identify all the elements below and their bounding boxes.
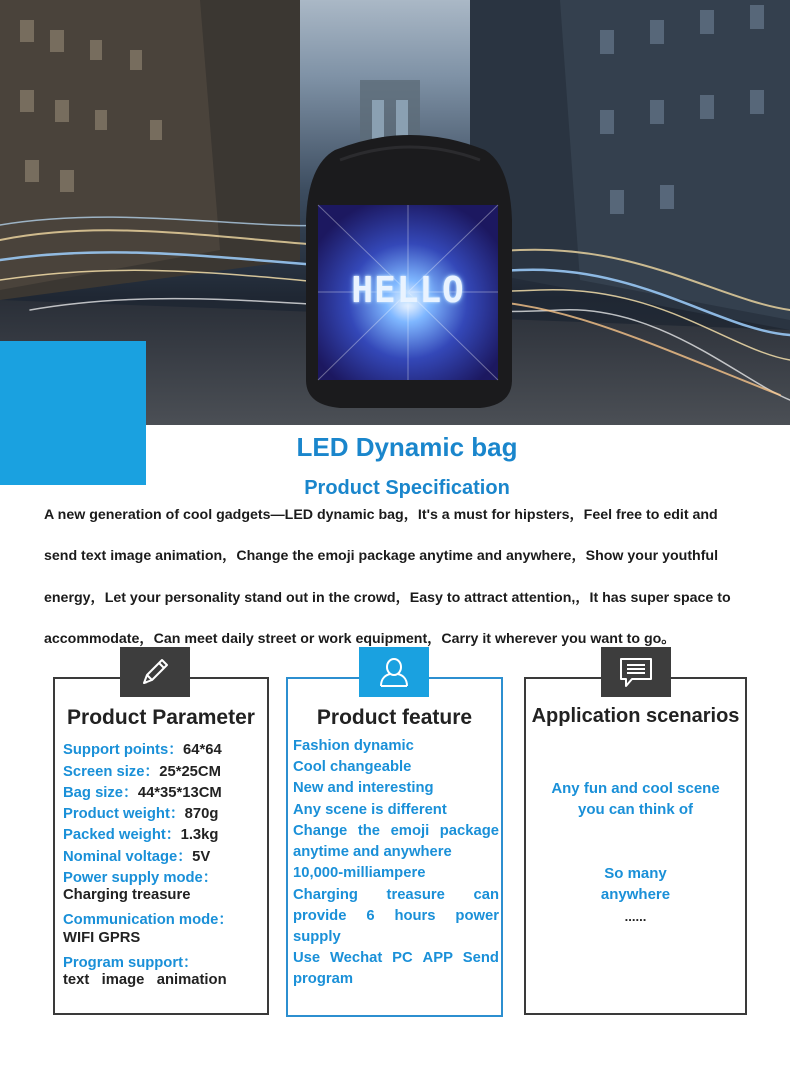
feature-line: 10,000-milliampere xyxy=(293,865,426,881)
page-title: LED Dynamic bag xyxy=(296,432,518,462)
user-icon-tab xyxy=(359,647,429,697)
feature-line: Use Wechat PC APP Send xyxy=(293,950,499,966)
param-row: Communication mode： xyxy=(63,912,234,928)
param-row: Program support： xyxy=(63,955,198,971)
product-feature-card xyxy=(286,677,503,1017)
feature-line: anytime and anywhere xyxy=(293,844,452,860)
description-line: A new generation of cool gadgets—LED dynamic bag，It's a must for hipsters，Feel free to edit and xyxy=(44,507,718,523)
description-line: energy，Let your personality stand out in the crowd，Easy to attract attention,，It has super space to xyxy=(44,590,731,606)
param-row: Product weight：870g xyxy=(63,806,219,822)
param-row: Nominal voltage：5V xyxy=(63,849,211,865)
led-screen-text: HELLO xyxy=(351,270,465,311)
scenario-line: you can think of xyxy=(577,801,693,818)
page-subtitle: Product Specification xyxy=(304,477,510,499)
message-icon xyxy=(618,655,654,689)
scenario-line: Any fun and cool scene xyxy=(551,780,720,797)
param-row: Support points：64*64 xyxy=(63,742,222,758)
param-row: Bag size：44*35*13CM xyxy=(63,785,222,801)
scenario-line: So many xyxy=(604,865,667,882)
scenario-ellipsis: ...... xyxy=(624,909,647,924)
feature-line: provide 6 hours power xyxy=(293,908,499,924)
feature-line: Fashion dynamic xyxy=(293,738,414,754)
param-row: Packed weight：1.3kg xyxy=(63,827,219,843)
description-line: send text image animation，Change the emoji package anytime and anywhere，Show your youthful xyxy=(44,548,719,564)
pencil-icon xyxy=(138,655,172,689)
feature-line: Change the emoji package xyxy=(293,823,499,839)
application-scenarios-card xyxy=(524,677,747,1015)
feature-line: Any scene is different xyxy=(293,802,447,818)
card-title: Application scenarios xyxy=(531,705,740,727)
param-row: Power supply mode： xyxy=(63,870,218,886)
description-line: accommodate，Can meet daily street or work equipment，Carry it wherever you want to go。 xyxy=(44,631,676,647)
message-icon-tab xyxy=(601,647,671,697)
pencil-icon-tab xyxy=(120,647,190,697)
scenario-line: anywhere xyxy=(600,886,671,903)
feature-line: Cool changeable xyxy=(293,759,412,775)
card-title: Product Parameter xyxy=(67,706,255,729)
user-icon xyxy=(376,654,412,690)
param-row: WIFI GPRS xyxy=(63,930,141,946)
param-row: text image animation xyxy=(63,972,227,988)
feature-line: program xyxy=(293,971,354,987)
feature-line: Charging treasure can xyxy=(293,887,499,903)
card-title: Product feature xyxy=(316,706,473,729)
param-row: Screen size：25*25CM xyxy=(63,764,221,780)
param-row: Charging treasure xyxy=(63,887,191,903)
product-parameter-card xyxy=(53,677,269,1015)
feature-line: supply xyxy=(293,929,341,945)
feature-line: New and interesting xyxy=(293,780,434,796)
